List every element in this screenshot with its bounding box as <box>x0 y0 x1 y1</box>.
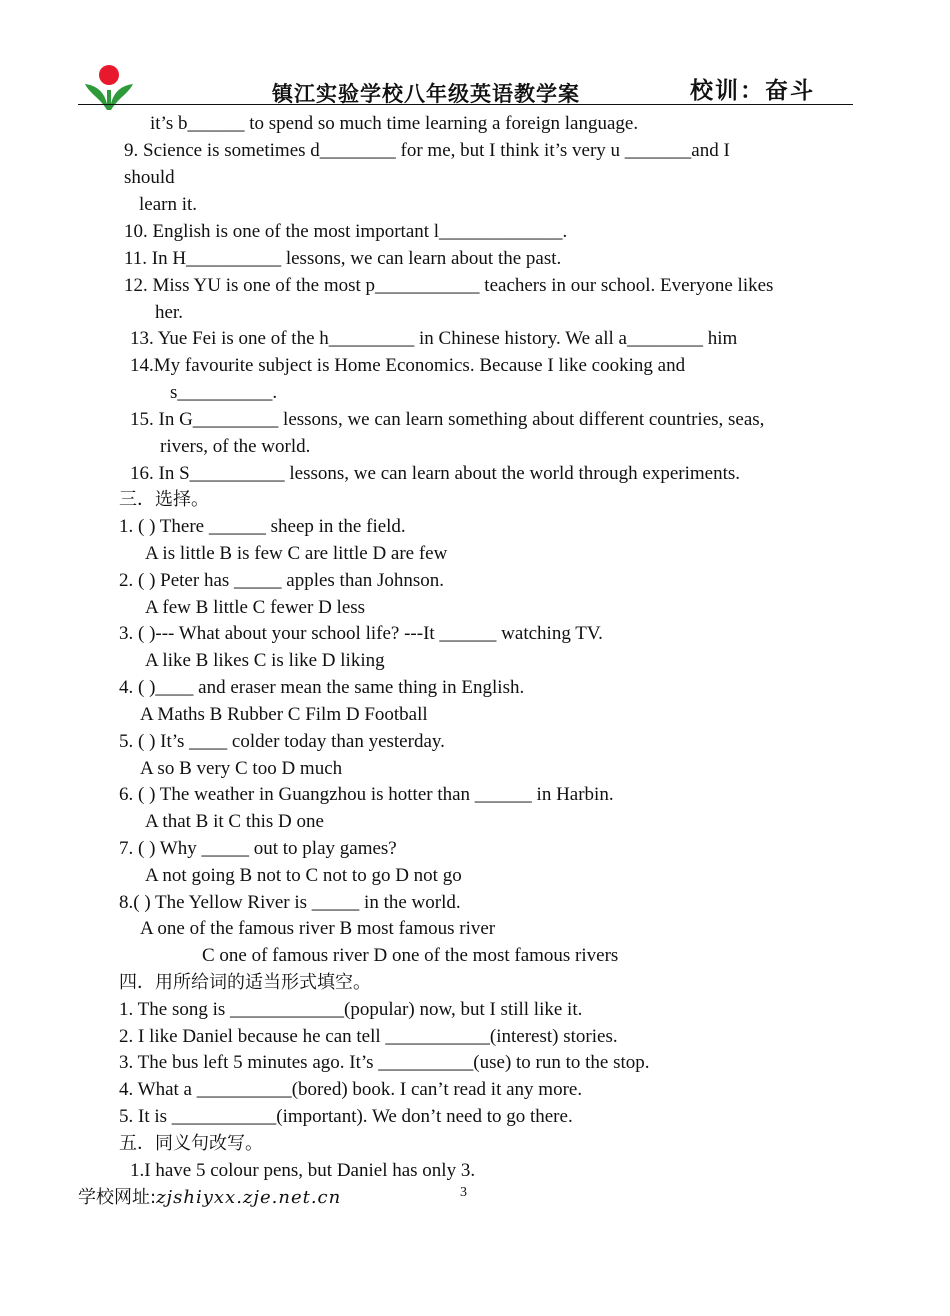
choice-question-5: 5. ( ) It’s ____ colder today than yesterday. <box>119 731 445 752</box>
page-number: 3 <box>460 1185 467 1200</box>
logo-left-leaf <box>85 84 107 110</box>
choice-options-1: A is little B is few C are little D are few <box>145 543 448 564</box>
choice-question-2: 2. ( ) Peter has _____ apples than Johnson. <box>119 570 445 591</box>
word-form-5: 5. It is ___________(important). We don’t need to go there. <box>119 1106 573 1127</box>
choice-options-8-line-1: A one of the famous river B most famous river <box>140 918 496 939</box>
word-form-3: 3. The bus left 5 minutes ago. It’s __________(use) to run to the stop. <box>119 1052 650 1073</box>
question-9-line-1: 9. Science is sometimes d________ for me, but I think it’s very u _______and I <box>124 140 730 161</box>
choice-options-8-line-2: C one of famous river D one of the most famous rivers <box>202 945 619 966</box>
section-4-heading: 四．用所给词的适当形式填空。 <box>119 972 371 993</box>
school-motto: 校训：奋斗 <box>690 78 815 104</box>
logo-right-leaf <box>111 84 133 110</box>
choice-question-7: 7. ( ) Why _____ out to play games? <box>119 838 397 859</box>
question-14-line-2: s__________. <box>170 382 278 403</box>
choice-options-5: A so B very C too D much <box>140 758 343 779</box>
question-10: 10. English is one of the most important l_____________. <box>124 221 568 242</box>
section-3-heading: 三．选择。 <box>119 489 209 510</box>
choice-question-4: 4. ( )____ and eraser mean the same thing in English. <box>119 677 525 698</box>
question-12-line-2: her. <box>155 302 183 323</box>
question-9-line-3: learn it. <box>139 194 198 215</box>
choice-options-7: A not going B not to C not to go D not go <box>145 865 462 886</box>
question-11: 11. In H__________ lessons, we can learn about the past. <box>124 248 562 269</box>
choice-question-3: 3. ( )--- What about your school life? ---It ______ watching TV. <box>119 623 603 644</box>
question-12-line-1: 12. Miss YU is one of the most p___________ teachers in our school. Everyone likes <box>124 275 774 296</box>
question-15-line-2: rivers, of the world. <box>160 436 311 457</box>
word-form-4: 4. What a __________(bored) book. I can’t read it any more. <box>119 1079 583 1100</box>
logo-dot <box>99 65 119 85</box>
question-9-line-2: should <box>124 167 175 188</box>
section-5-heading: 五．同义句改写。 <box>119 1133 263 1154</box>
choice-options-4: A Maths B Rubber C Film D Football <box>140 704 428 725</box>
header-divider <box>78 104 853 105</box>
word-form-1: 1. The song is ____________(popular) now, but I still like it. <box>119 999 583 1020</box>
choice-options-6: A that B it C this D one <box>145 811 324 832</box>
choice-options-2: A few B little C fewer D less <box>145 597 366 618</box>
question-14-line-1: 14.My favourite subject is Home Economics. Because I like cooking and <box>130 355 686 376</box>
choice-options-3: A like B likes C is like D liking <box>145 650 385 671</box>
question-8-line-2: it’s b______ to spend so much time learning a foreign language. <box>150 113 639 134</box>
page-header-title: 镇江实验学校八年级英语教学案 <box>272 82 580 106</box>
rewrite-sentence-1: 1.I have 5 colour pens, but Daniel has only 3. <box>130 1160 476 1181</box>
question-15-line-1: 15. In G_________ lessons, we can learn something about different countries, seas, <box>130 409 765 430</box>
footer-website-url: zjshiyxx.zje.net.cn <box>156 1187 342 1208</box>
footer-website-label: 学校网址: <box>78 1187 157 1208</box>
footer-website <box>78 1183 341 1209</box>
choice-question-8: 8.( ) The Yellow River is _____ in the world. <box>119 892 461 913</box>
question-13: 13. Yue Fei is one of the h_________ in Chinese history. We all a________ him <box>130 328 738 349</box>
choice-question-1: 1. ( ) There ______ sheep in the field. <box>119 516 406 537</box>
word-form-2: 2. I like Daniel because he can tell ___________(interest) stories. <box>119 1026 618 1047</box>
choice-question-6: 6. ( ) The weather in Guangzhou is hotter than ______ in Harbin. <box>119 784 614 805</box>
question-16: 16. In S__________ lessons, we can learn about the world through experiments. <box>130 463 740 484</box>
